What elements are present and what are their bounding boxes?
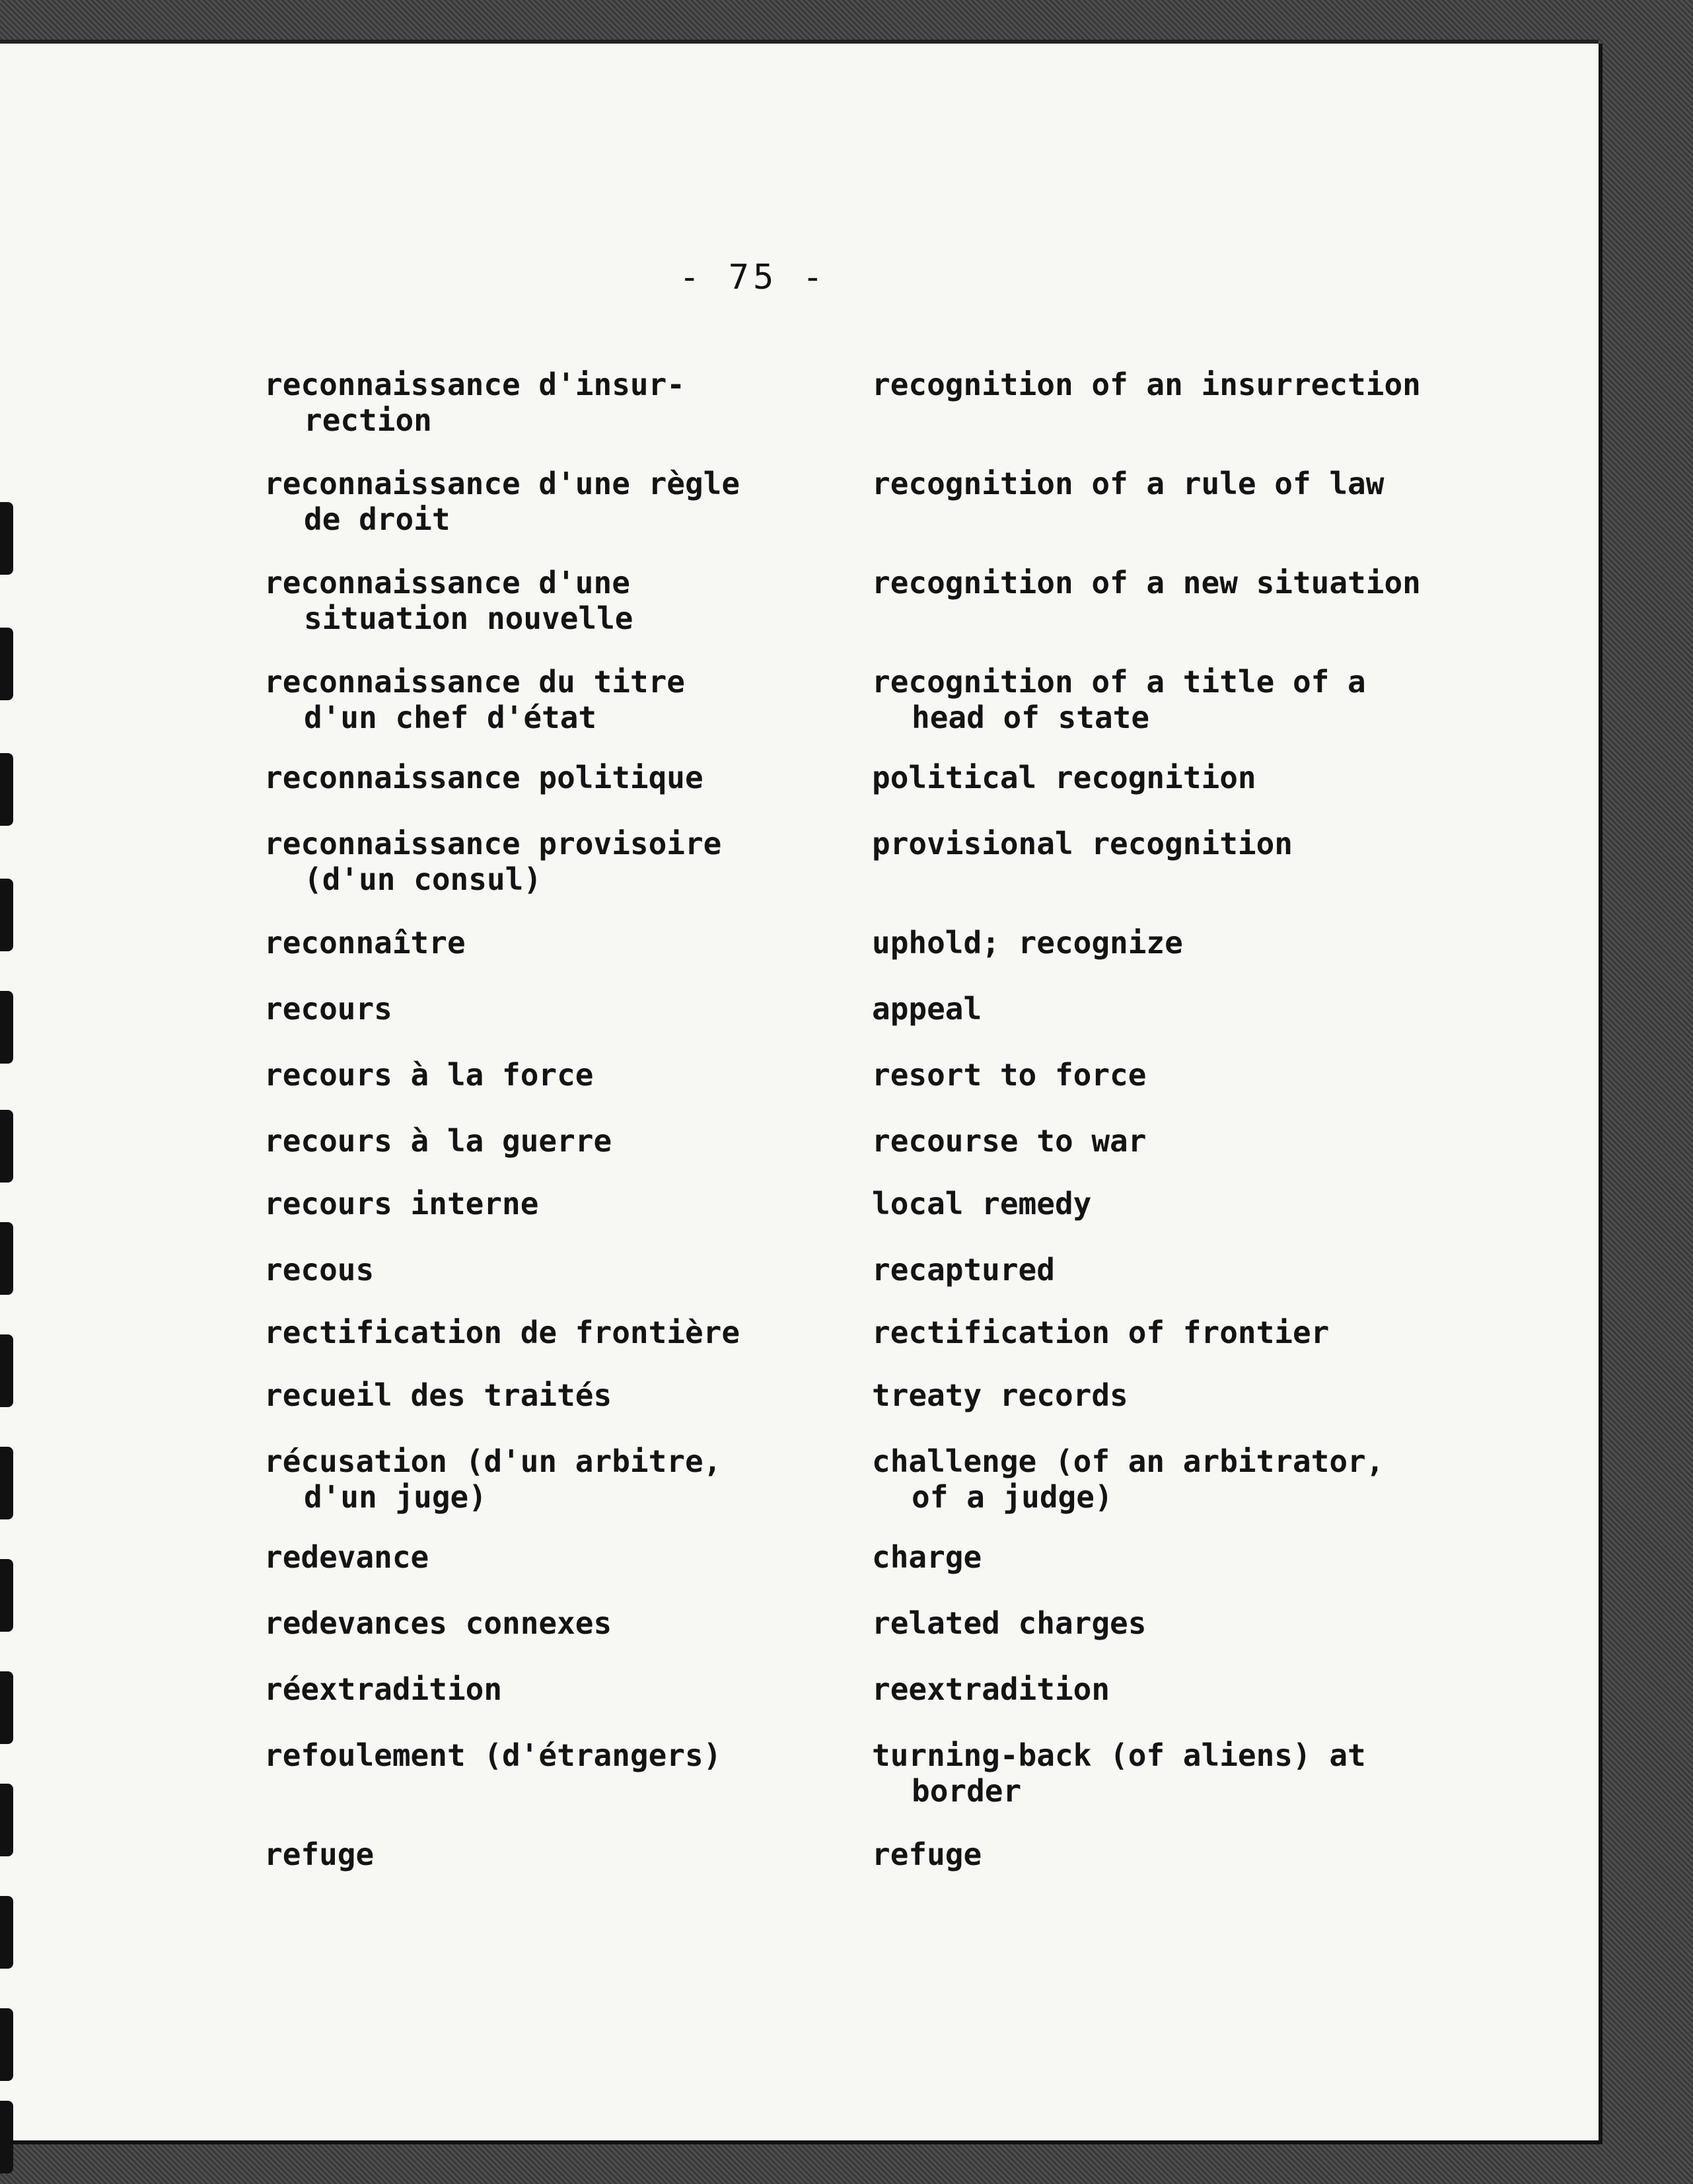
french-term: recours à la force	[264, 1057, 594, 1093]
glossary-entry	[264, 367, 1559, 446]
glossary-entry	[264, 1443, 1559, 1523]
french-term: recours	[264, 991, 392, 1027]
english-term: uphold; recognize	[872, 925, 1183, 961]
english-term: resort to force	[872, 1057, 1147, 1093]
english-term: recognition of a new situation	[872, 565, 1421, 601]
glossary-entry	[264, 664, 1559, 743]
french-term: reconnaissance provisoire (d'un consul)	[264, 826, 722, 897]
english-term: treaty records	[872, 1377, 1128, 1413]
french-term: refoulement (d'étrangers)	[264, 1737, 722, 1773]
english-term: recognition of a rule of law	[872, 466, 1385, 501]
french-term: refuge	[264, 1837, 375, 1872]
page-number: - 75 -	[679, 258, 827, 297]
french-term: récusation (d'un arbitre, d'un juge)	[264, 1443, 722, 1515]
english-term: appeal	[872, 991, 982, 1027]
french-term: rectification de frontière	[264, 1315, 740, 1350]
glossary-entry	[264, 1737, 1559, 1817]
english-term: reextradition	[872, 1671, 1110, 1707]
french-term: reconnaître	[264, 925, 466, 961]
french-term: recueil des traités	[264, 1377, 612, 1413]
french-term: recours à la guerre	[264, 1123, 612, 1159]
french-term: reconnaissance politique	[264, 760, 703, 795]
english-term: recognition of an insurrection	[872, 367, 1421, 402]
french-term: redevance	[264, 1539, 429, 1575]
english-term: related charges	[872, 1605, 1147, 1641]
english-term: rectification of frontier	[872, 1315, 1330, 1350]
english-term: challenge (of an arbitrator, of a judge)	[872, 1443, 1385, 1515]
english-term: turning-back (of aliens) at border	[872, 1737, 1366, 1809]
english-term: political recognition	[872, 760, 1256, 795]
french-term: recours interne	[264, 1186, 539, 1221]
english-term: charge	[872, 1539, 982, 1575]
french-term: reconnaissance du titre d'un chef d'état	[264, 664, 685, 735]
english-term: recognition of a title of a head of state	[872, 664, 1366, 735]
french-term: recous	[264, 1252, 375, 1288]
french-term: reconnaissance d'une situation nouvelle	[264, 565, 633, 636]
english-term: local remedy	[872, 1186, 1092, 1221]
french-term: reconnaissance d'une règle de droit	[264, 466, 740, 537]
english-term: recaptured	[872, 1252, 1055, 1288]
english-term: refuge	[872, 1837, 982, 1872]
english-term: provisional recognition	[872, 826, 1293, 861]
glossary-entry	[264, 1837, 1559, 1916]
glossary-entry	[264, 826, 1559, 905]
french-term: reconnaissance d'insur- rection	[264, 367, 685, 438]
binding-ring	[0, 2101, 13, 2173]
glossary-entry	[264, 565, 1559, 644]
glossary-entry	[264, 466, 1559, 545]
french-term: redevances connexes	[264, 1605, 612, 1641]
english-term: recourse to war	[872, 1123, 1147, 1159]
french-term: réextradition	[264, 1671, 503, 1707]
